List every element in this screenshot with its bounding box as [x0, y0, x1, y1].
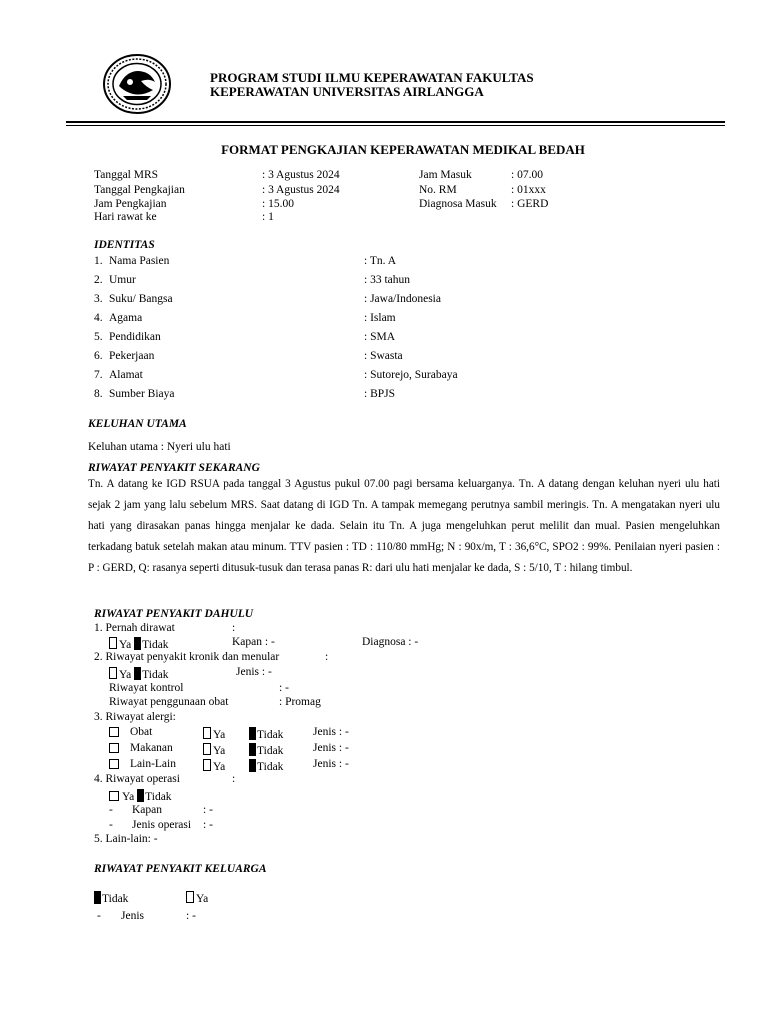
penyakit-kronik-options — [109, 667, 169, 682]
keluarga-jenis-value: : - — [186, 910, 196, 922]
jam-pengkajian-value: : 15.00 — [262, 198, 294, 210]
identitas-label: Pendidikan — [109, 331, 161, 343]
alergi-obat-label: Obat — [130, 726, 153, 738]
identitas-value: : 33 tahun — [364, 274, 410, 286]
option-ya: Ya — [119, 669, 132, 681]
alergi-makanan-jenis: Jenis : - — [313, 742, 349, 754]
identitas-label: Alamat — [109, 369, 143, 381]
diagnosa-masuk-label: Diagnosa Masuk — [419, 198, 497, 210]
tanggal-pengkajian-value: : 3 Agustus 2024 — [262, 184, 340, 196]
pernah-dirawat-colon: : — [232, 622, 236, 634]
riwayat-obat-label: Riwayat penggunaan obat — [109, 696, 229, 708]
list-dash: - — [109, 804, 113, 816]
jam-pengkajian-label: Jam Pengkajian — [94, 198, 167, 210]
checkbox-ya-empty[interactable] — [109, 667, 117, 679]
keluarga-jenis-label: Jenis — [121, 910, 144, 922]
document-title: FORMAT PENGKAJIAN KEPERAWATAN MEDIKAL BEDAH — [221, 142, 585, 157]
checkbox-tidak-filled[interactable] — [134, 667, 141, 680]
identitas-value: : SMA — [364, 331, 395, 343]
header-line-1: PROGRAM STUDI ILMU KEPERAWATAN FAKULTAS — [210, 70, 534, 85]
checkbox-tidak-filled[interactable] — [134, 637, 141, 650]
header-rule-thick — [66, 121, 725, 123]
tanggal-mrs-label: Tanggal MRS — [94, 169, 159, 181]
riwayat-operasi-label: 4. Riwayat operasi — [94, 773, 180, 785]
jam-masuk-label: Jam Masuk — [419, 169, 472, 181]
alergi-ya-option: Ya — [203, 727, 225, 742]
identitas-value: : Sutorejo, Surabaya — [364, 369, 458, 381]
penyakit-kronik-label: 2. Riwayat penyakit kronik dan menular — [94, 651, 280, 663]
operasi-jenis-label: Jenis operasi — [132, 819, 192, 831]
riwayat-operasi-colon: : — [232, 773, 236, 785]
riwayat-sekarang-text: Tn. A datang ke IGD RSUA pada tanggal 3 Agustus pukul 07.00 pagi bersama keluarganya. Tn. A datang dengan keluhan nyeri ulu hati sejak 2 jam yang lalu sebelum MRS. Saat datang di IGD Tn. A tampak memegang perutnya sambil meringis. Tn. A mengatakan nyeri ulu hati yang dirasakan panas hingga menjalar ke dada. Selain itu Tn. A juga mengeluhkan perut melilit dan mual. Pasien mengeluhkan terkadang batuk setelah makan atau minum. TTV pasien : TD : 110/80 mmHg; N : 90x/m, T : 36,6°C, SPO2 : 99%. Penilaian nyeri pasien : P : GERD, Q: rasanya seperti ditusuk-tusuk dan terasa panas R: dari ulu hati menjalar ke dada, S : 5/10, T : hilang timbul. — [88, 478, 720, 574]
alergi-tidak-option: Tidak — [249, 759, 283, 774]
checkbox-ya-empty[interactable] — [109, 791, 119, 801]
keluarga-ya-option: Ya — [186, 891, 208, 906]
keluarga-tidak-option: Tidak — [94, 891, 128, 906]
identitas-num: 8. — [94, 388, 103, 400]
checkbox-tidak-filled[interactable] — [137, 789, 144, 802]
identitas-label: Pekerjaan — [109, 350, 155, 362]
alergi-obat-jenis: Jenis : - — [313, 726, 349, 738]
identitas-value: : Jawa/Indonesia — [364, 293, 441, 305]
alergi-tidak-option: Tidak — [249, 743, 283, 758]
checkbox-tidak-filled[interactable] — [249, 727, 256, 740]
identitas-label: Sumber Biaya — [109, 388, 175, 400]
penyakit-kronik-colon: : — [325, 651, 329, 663]
checkbox-tidak-filled[interactable] — [94, 891, 101, 904]
operasi-jenis-value: : - — [203, 819, 213, 831]
alergi-tidak-option: Tidak — [249, 727, 283, 742]
identitas-value: : Islam — [364, 312, 396, 324]
identitas-value: : BPJS — [364, 388, 396, 400]
identitas-label: Suku/ Bangsa — [109, 293, 173, 305]
checkbox-ya-empty[interactable] — [203, 727, 211, 739]
operasi-kapan-label: Kapan — [132, 804, 163, 816]
alergi-row — [109, 743, 122, 756]
checkbox-tidak-filled[interactable] — [249, 743, 256, 756]
riwayat-keluarga-heading: RIWAYAT PENYAKIT KELUARGA — [94, 863, 267, 875]
lain-lain-label: 5. Lain-lain: - — [94, 833, 158, 845]
tanggal-pengkajian-label: Tanggal Pengkajian — [94, 184, 185, 196]
riwayat-kontrol-label: Riwayat kontrol — [109, 682, 184, 694]
identitas-value: : Swasta — [364, 350, 403, 362]
option-ya: Ya — [122, 791, 135, 803]
keluhan-heading: KELUHAN UTAMA — [88, 418, 187, 430]
alergi-checkbox[interactable] — [109, 743, 119, 753]
identitas-num: 3. — [94, 293, 103, 305]
alergi-ya-option: Ya — [203, 743, 225, 758]
alergi-ya-option: Ya — [203, 759, 225, 774]
alergi-makanan-label: Makanan — [130, 742, 173, 754]
hari-rawat-value: : 1 — [262, 211, 274, 223]
identitas-num: 1. — [94, 255, 103, 267]
riwayat-operasi-options — [109, 789, 172, 804]
alergi-row — [109, 759, 122, 772]
alergi-lain-jenis: Jenis : - — [313, 758, 349, 770]
university-logo — [103, 54, 171, 114]
no-rm-label: No. RM — [419, 184, 457, 196]
alergi-lain-label: Lain-Lain — [130, 758, 176, 770]
identitas-label: Nama Pasien — [109, 255, 170, 267]
checkbox-ya-empty[interactable] — [203, 743, 211, 755]
identitas-num: 7. — [94, 369, 103, 381]
identitas-value: : Tn. A — [364, 255, 397, 267]
option-tidak: Tidak — [142, 639, 169, 651]
identitas-num: 6. — [94, 350, 103, 362]
tanggal-mrs-value: : 3 Agustus 2024 — [262, 169, 340, 181]
alergi-checkbox[interactable] — [109, 727, 119, 737]
riwayat-obat-value: : Promag — [279, 696, 321, 708]
pernah-dirawat-kapan: Kapan : - — [232, 636, 275, 648]
riwayat-dahulu-heading: RIWAYAT PENYAKIT DAHULU — [94, 608, 254, 620]
checkbox-ya-empty[interactable] — [186, 891, 194, 903]
checkbox-ya-empty[interactable] — [203, 759, 211, 771]
keluhan-text: Keluhan utama : Nyeri ulu hati — [88, 441, 231, 453]
penyakit-kronik-jenis: Jenis : - — [236, 666, 272, 678]
pernah-dirawat-options — [109, 637, 169, 652]
jam-masuk-value: : 07.00 — [511, 169, 543, 181]
identitas-num: 4. — [94, 312, 103, 324]
identitas-heading: IDENTITAS — [94, 239, 155, 251]
list-dash: - — [109, 819, 113, 831]
identitas-label: Agama — [109, 312, 143, 324]
checkbox-ya-empty[interactable] — [109, 637, 117, 649]
pernah-dirawat-label: 1. Pernah dirawat — [94, 622, 175, 634]
operasi-kapan-value: : - — [203, 804, 213, 816]
identitas-num: 5. — [94, 331, 103, 343]
hari-rawat-label: Hari rawat ke — [94, 211, 157, 223]
option-ya: Ya — [119, 639, 132, 651]
identitas-num: 2. — [94, 274, 103, 286]
identitas-label: Umur — [109, 274, 136, 286]
alergi-checkbox[interactable] — [109, 759, 119, 769]
checkbox-tidak-filled[interactable] — [249, 759, 256, 772]
riwayat-kontrol-value: : - — [279, 682, 289, 694]
list-dash: - — [97, 910, 101, 922]
riwayat-alergi-label: 3. Riwayat alergi: — [94, 711, 176, 723]
option-tidak: Tidak — [142, 669, 169, 681]
header-rule-thin — [66, 125, 725, 126]
pernah-dirawat-diagnosa: Diagnosa : - — [362, 636, 419, 648]
header-line-2: KEPERAWATAN UNIVERSITAS AIRLANGGA — [210, 84, 484, 99]
alergi-row — [109, 727, 122, 740]
option-tidak: Tidak — [145, 791, 172, 803]
riwayat-sekarang-heading: RIWAYAT PENYAKIT SEKARANG — [88, 462, 260, 474]
no-rm-value: : 01xxx — [511, 184, 546, 196]
diagnosa-masuk-value: : GERD — [511, 198, 549, 210]
